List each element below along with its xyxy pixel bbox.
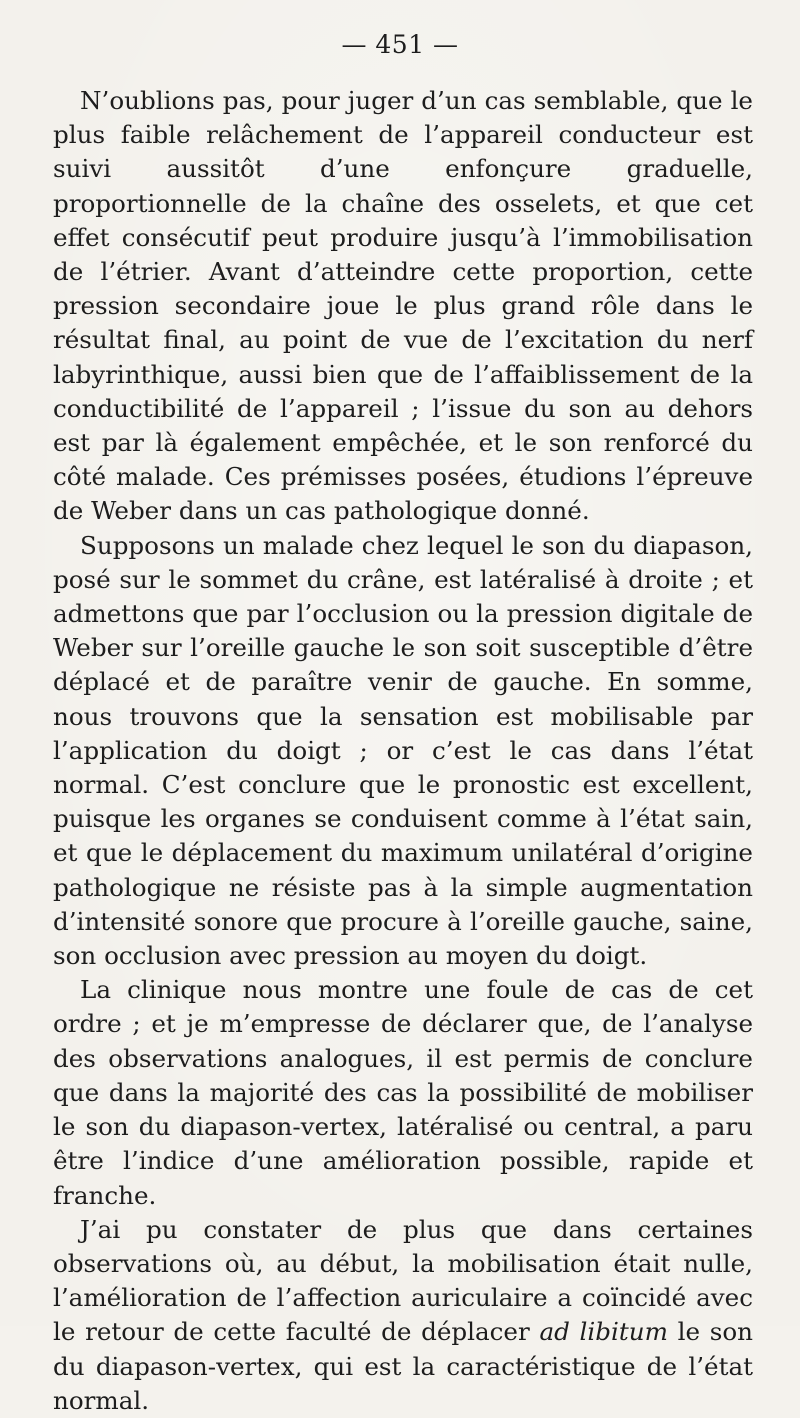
paragraph-4	[53, 1213, 753, 1418]
body-text	[53, 84, 753, 1418]
paragraph-2: Supposons un malade chez lequel le son du diapason, posé sur le sommet du crâne, est latéralisé à droite ; et admettons que par l’occlusion ou la pression digitale de Weber sur l’oreille gauche le son soit susceptible d’être déplacé et de paraître venir de gauche. En somme, nous trouvons que la sensation est mobilisable par l’application du doigt ; or c’est le cas dans l’état normal. C’est conclure que le pronostic est excellent, puisque les organes se conduisent comme à l’état sain, et que le déplacement du maximum unilatéral d’origine pathologique ne résiste pas à la simple augmentation d’intensité sonore que procure à l’oreille gauche, saine, son occlusion avec pression au moyen du doigt.	[53, 530, 753, 971]
paragraph-4-text-after: le son du diapason-vertex, qui est la caractéristique de l’état normal.	[53, 1317, 753, 1415]
paragraph-3: La clinique nous montre une foule de cas de cet ordre ; et je m’empresse de déclarer que, de l’analyse des observations analogues, il est permis de conclure que dans la majorité des cas la possibilité de mobiliser le son du diapason-vertex, latéralisé ou central, a paru être l’indice d’une amélioration possible, rapide et franche.	[53, 975, 753, 1210]
page-number: — 451 —	[341, 30, 459, 59]
paragraph-1: N’oublions pas, pour juger d’un cas semblable, que le plus faible relâchement de l’appareil conducteur est suivi aussitôt d’une enfonçure graduelle, proportionnelle de la chaîne des osselets, et que cet effet consécutif peut produire jusqu’à l’immobilisation de l’étrier. Avant d’atteindre cette proportion, cette pression secondaire joue le plus grand rôle dans le résultat final, au point de vue de l’excitation du nerf labyrinthique, aussi bien que de l’affaiblissement de la conductibilité de l’appareil ; l’issue du son au dehors est par là également empêchée, et le son renforcé du côté malade. Ces prémisses posées, étudions l’épreuve de Weber dans un cas pathologique donné.	[53, 86, 753, 526]
italic-phrase: ad libitum	[539, 1317, 668, 1347]
paragraph-4-text-before: J’ai pu constater de plus que dans certaines observations où, au début, la mobilisation était nulle, l’amélioration de l’affection auriculaire a coïncidé avec le retour de cette faculté de déplacer	[53, 1214, 753, 1347]
